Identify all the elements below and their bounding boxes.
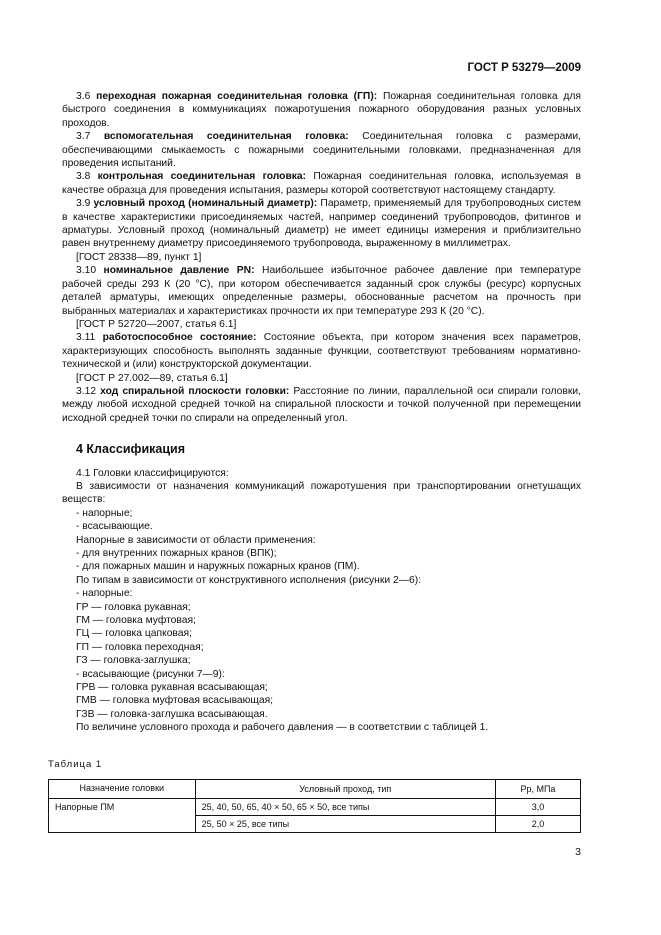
list-item: ГЗВ — головка-заглушка всасывающая. [76, 708, 268, 720]
design-list [62, 587, 581, 721]
definition-3-10 [62, 264, 581, 318]
classification-by-design: По типам в зависимости от конструктивного исполнения (рисунки 2—6): [76, 574, 422, 586]
classification-block [62, 467, 581, 735]
list-item: - всасывающие. [76, 521, 153, 533]
definition-text: Расстояние по линии, параллельной оси спирали головки, между любой исходной средней точкой на спиральной плоскости и точкой полученной при перемещении исходной средней точки по спирали на определенный угол. [62, 385, 581, 424]
classification-closing: По величине условного прохода и рабочего давления — в соответствии с таблицей 1. [76, 722, 489, 734]
list-item: ГЗ — головка-заглушка; [76, 655, 191, 667]
definition-3-9 [62, 197, 581, 251]
definition-term: контрольная соединительная головка: [97, 171, 307, 183]
table-cell-group: Напорные ПМ [49, 799, 196, 833]
table-caption: Таблица 1 [48, 759, 103, 770]
page-number: 3 [575, 846, 581, 858]
table-header-pressure: Pр, МПа [495, 780, 580, 799]
definition-reference: [ГОСТ Р 27.002—89, статья 6.1] [76, 372, 228, 384]
list-item: ГЦ — головка цапковая; [76, 628, 192, 640]
classification-table [48, 779, 581, 833]
list-item: ГП — головка переходная; [76, 641, 204, 653]
definitions-list [62, 90, 581, 425]
table-header-passage: Условный проход, тип [195, 780, 495, 799]
definition-term: условный проход (номинальный диаметр): [93, 198, 318, 210]
section-title: 4 Классификация [76, 442, 186, 457]
purpose-list [62, 507, 581, 534]
definition-text: Пожарная соединительная головка для быстрого соединения в коммуникациях пожаротушения пожарного оборудования разных условных проходов. [62, 91, 581, 129]
definition-term: ход спиральной плоскости головки: [100, 385, 290, 397]
list-item: - для пожарных машин и наружных пожарных кранов (ПМ). [76, 561, 360, 573]
definition-number: 3.6 [76, 91, 91, 102]
table-header-purpose: Назначение головки [49, 780, 196, 799]
definition-3-11 [62, 331, 581, 371]
definition-3-6 [62, 90, 581, 130]
list-item: - всасывающие (рисунки 7—9): [76, 668, 225, 680]
table-cell-pressure: 3,0 [495, 799, 580, 816]
list-item: ГРВ — головка рукавная всасывающая; [76, 682, 268, 694]
definition-3-12 [62, 385, 581, 425]
table-cell-pressure: 2,0 [495, 816, 580, 833]
definition-term: работоспособное состояние: [102, 332, 257, 344]
definition-3-7 [62, 130, 581, 170]
definition-reference: [ГОСТ 28338—89, пункт 1] [76, 251, 202, 263]
document-body [62, 90, 581, 735]
definition-reference: [ГОСТ Р 52720—2007, статья 6.1] [76, 318, 237, 330]
pressure-by-area: Напорные в зависимости от области применения: [76, 534, 316, 546]
definition-text: Состояние объекта, при котором значения всех параметров, характеризующих способность выполнять заданные функции, соответствуют требованиям нормативно-технической и (или) конструкторской документации. [62, 332, 581, 371]
definition-number: 3.10 [76, 265, 97, 277]
definition-number: 3.7 [76, 131, 91, 143]
definition-text: Пожарная соединительная головка, используемая в качестве образца для проведения испытания, размеры которой соответствуют настоящему стандарту. [62, 171, 581, 196]
table-header-row [49, 780, 581, 799]
definition-number: 3.12 [76, 385, 97, 397]
list-item: - напорные; [76, 507, 133, 519]
definition-text: Соединительная головка с размерами, обеспечивающими смыкаемость с пожарными соединительными головками, предназначенная для проведения испытаний. [62, 131, 581, 170]
classification-intro: 4.1 Головки классифицируются: [76, 467, 229, 479]
definition-term: переходная пожарная соединительная головка (ГП): [96, 91, 378, 102]
classification-by-purpose: В зависимости от назначения коммуникаций пожаротушения при транспортировании огнетушащих веществ: [62, 480, 581, 506]
definition-term: вспомогательная соединительная головка: [103, 131, 349, 143]
definition-text: Параметр, применяемый для трубопроводных систем в качестве характеристики присоединяемых частей, например соединений трубопроводов, фитингов и арматуры. Условный проход (номинальный диаметр) не имеет единицы измерения и приблизительно равен внутреннему диаметру присоединяемого трубопровода, выраженному в миллиметрах. [62, 198, 581, 250]
list-item: ГМ — головка муфтовая; [76, 615, 196, 627]
definition-number: 3.11 [76, 332, 96, 344]
definition-3-8 [62, 170, 581, 197]
definition-term: номинальное давление PN: [103, 265, 255, 277]
definition-text: Наибольшее избыточное рабочее давление при температуре рабочей среды 293 К (20 °С), при котором обеспечивается заданный срок службы (ресурс) корпусных деталей арматуры, имеющих определенные размеры, обоснованные расчетом на прочность при выбранных материалах и характеристиках прочности их при температуре 293 К (20 °С). [62, 265, 581, 317]
list-item: ГМВ — головка муфтовая всасывающая; [76, 695, 274, 707]
definition-number: 3.8 [76, 171, 91, 183]
list-item: - для внутренних пожарных кранов (ВПК); [76, 548, 277, 559]
table-cell-passage: 25, 50 × 25, все типы [195, 816, 495, 833]
list-item: - напорные: [76, 588, 133, 600]
list-item: ГР — головка рукавная; [76, 601, 191, 613]
area-list [62, 547, 581, 574]
definition-number: 3.9 [76, 198, 91, 210]
table-cell-passage: 25, 40, 50, 65, 40 × 50, 65 × 50, все типы [195, 799, 495, 816]
document-header: ГОСТ Р 53279—2009 [467, 62, 581, 74]
table-row [49, 799, 581, 816]
